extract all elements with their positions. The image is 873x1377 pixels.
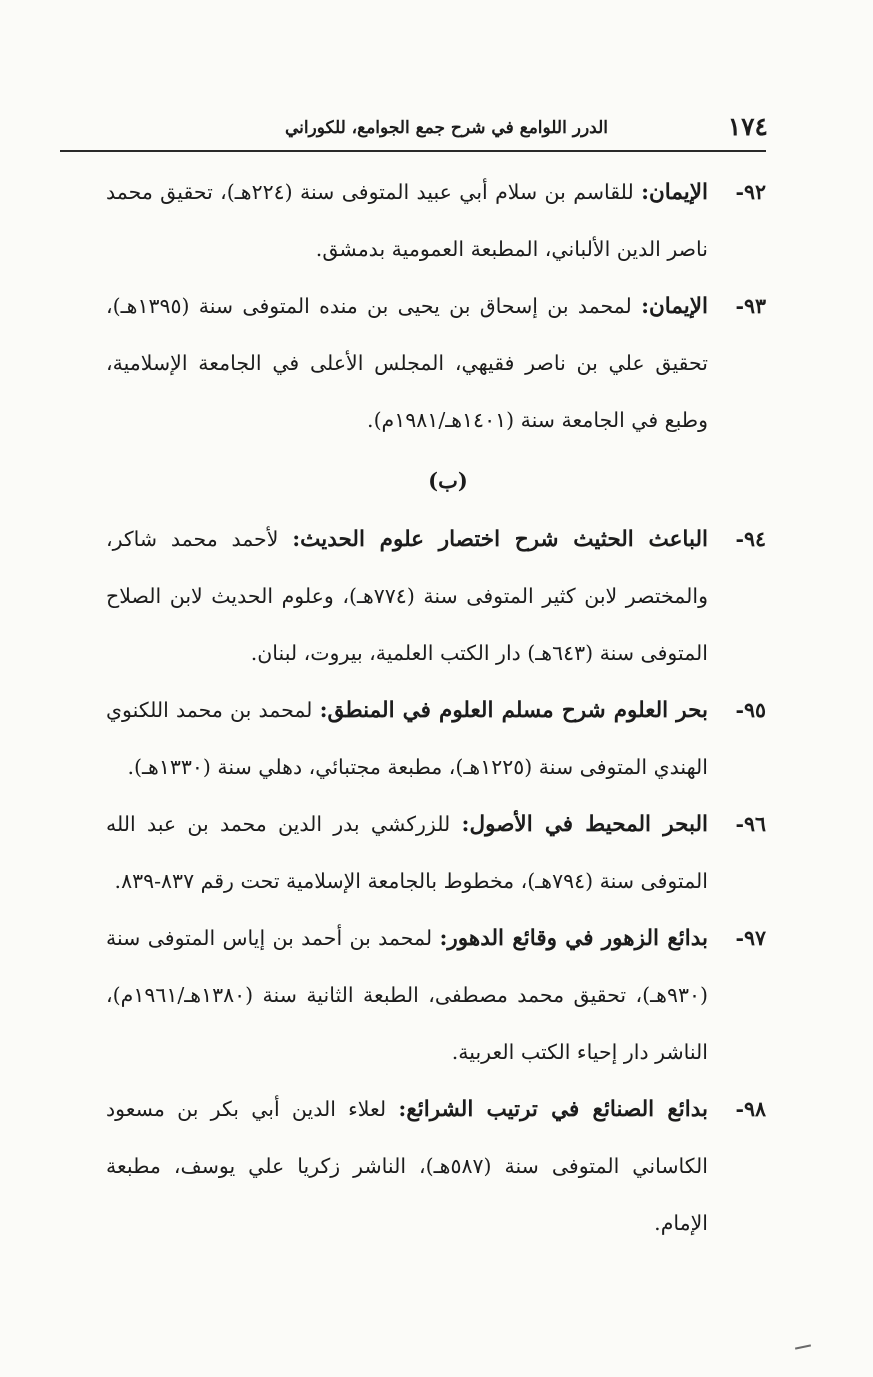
entry-text: للقاسم بن سلام أبي عبيد المتوفى سنة (٢٢٤هـ)، تحقيق محمد ناصر الدين الألباني، المطبعة العمومية بدمشق.: [106, 180, 708, 261]
entry-number: ٩٨-: [735, 1097, 766, 1121]
bibliography-entry-96: [106, 796, 766, 910]
entry-number: ٩٢-: [735, 180, 766, 204]
bibliography-entry-92: [106, 164, 766, 278]
page-number: ١٧٤: [727, 112, 768, 141]
entry-title: البحر المحيط في الأصول:: [461, 812, 708, 837]
bibliography-entry-95: [106, 682, 766, 796]
entry-text: لمحمد بن محمد اللكنوي الهندي المتوفى سنة (١٢٢٥هـ)، مطبعة مجتبائي، دهلي سنة (١٣٣٠هـ).: [106, 698, 708, 779]
entry-title: الباعث الحثيث شرح اختصار علوم الحديث:: [292, 527, 708, 552]
entry-title: بحر العلوم شرح مسلم العلوم في المنطق:: [319, 698, 708, 723]
entry-number: ٩٥-: [735, 698, 766, 722]
bibliography-entry-94: [106, 511, 766, 682]
entry-number: ٩٧-: [735, 926, 766, 950]
bibliography-list: [106, 164, 766, 1252]
entry-number: ٩٤-: [735, 527, 766, 551]
header-rule: [60, 150, 766, 152]
entry-text: للزركشي بدر الدين محمد بن عبد الله المتوفى سنة (٧٩٤هـ)، مخطوط بالجامعة الإسلامية تحت رقم ٨٣٧-٨٣٩.: [106, 812, 708, 893]
bibliography-entry-97: [106, 910, 766, 1081]
entry-title: بدائع الصنائع في ترتيب الشرائع:: [398, 1097, 708, 1122]
section-heading: (ب): [428, 468, 468, 493]
page-header: [62, 108, 768, 148]
entry-number: ٩٣-: [735, 294, 766, 318]
entry-title: الإيمان:: [641, 294, 708, 319]
entry-text: لمحمد بن أحمد بن إياس المتوفى سنة (٩٣٠هـ)، تحقيق محمد مصطفى، الطبعة الثانية سنة (١٣٨٠هـ/١٩٦١م)، الناشر دار إحياء الكتب العربية.: [106, 926, 708, 1064]
entry-number: ٩٦-: [735, 812, 766, 836]
entry-text: لمحمد بن إسحاق بن يحيى بن منده المتوفى سنة (١٣٩٥هـ)، تحقيق علي بن ناصر فقيهي، المجلس الأعلى في الجامعة الإسلامية، وطبع في الجامعة سنة (١٤٠١هـ/١٩٨١م).: [106, 294, 708, 432]
entry-title: بدائع الزهور في وقائع الدهور:: [439, 926, 708, 951]
entry-text: لعلاء الدين أبي بكر بن مسعود الكاساني المتوفى سنة (٥٨٧هـ)، الناشر زكريا علي يوسف، مطبعة الإمام.: [106, 1097, 708, 1235]
bibliography-entry-93: [106, 278, 766, 449]
bibliography-entry-98: [106, 1081, 766, 1252]
scan-mark: [795, 1344, 811, 1349]
running-title: الدرر اللوامع في شرح جمع الجوامع، للكوراني: [284, 118, 608, 138]
entry-text: لأحمد محمد شاكر، والمختصر لابن كثير المتوفى سنة (٧٧٤هـ)، وعلوم الحديث لابن الصلاح المتوفى سنة (٦٤٣هـ) دار الكتب العلمية، بيروت، لبنان.: [106, 527, 708, 665]
entry-title: الإيمان:: [641, 180, 708, 205]
